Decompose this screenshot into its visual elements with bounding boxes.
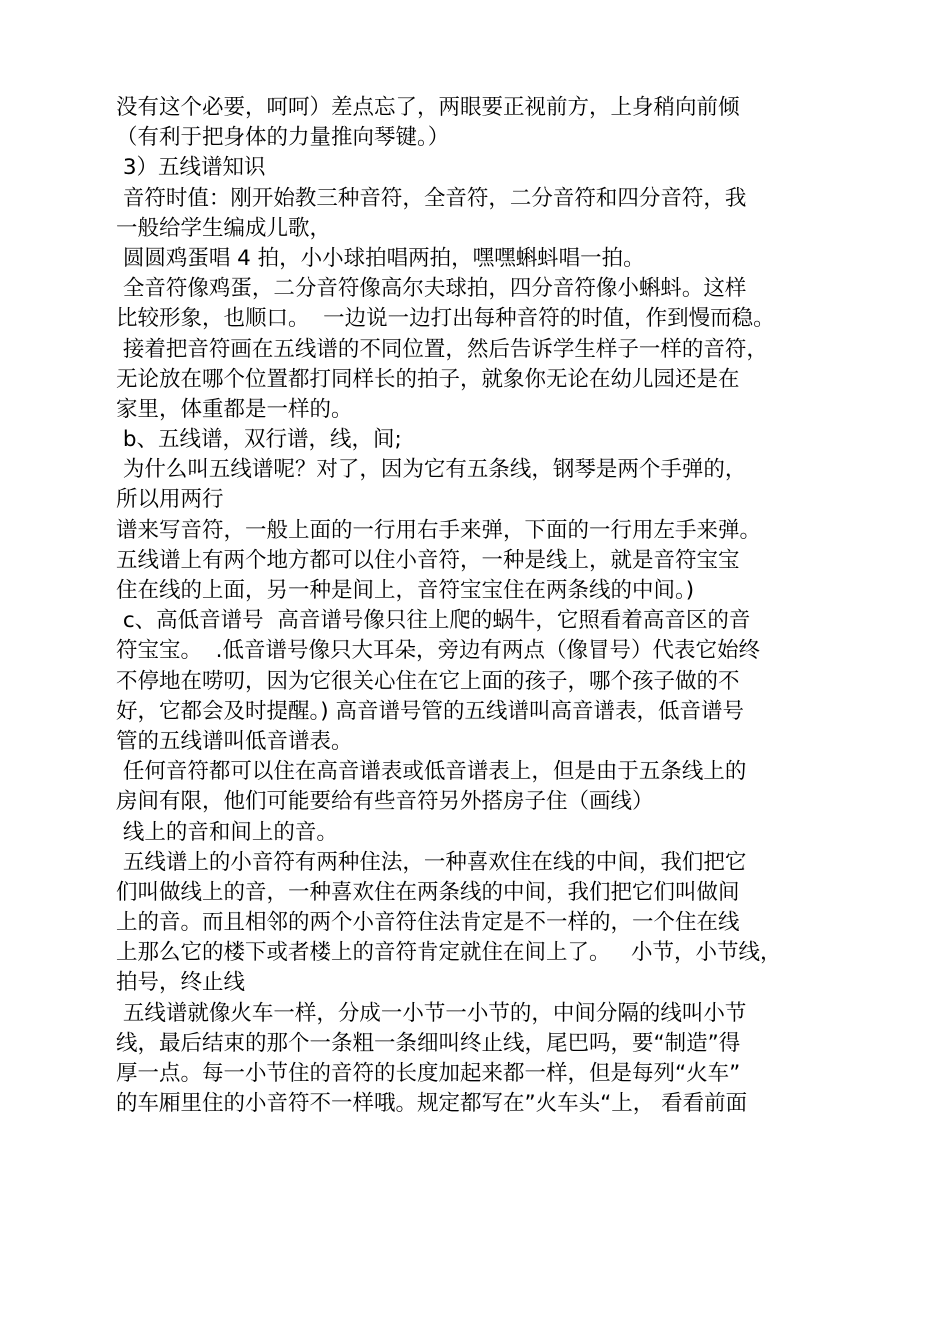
section-heading-c: c、高低音谱号 高音谱号像只往上爬的蜗牛，它照看着高音区的音: [116, 608, 751, 634]
text-line-21: 好，它都会及时提醒。) 高音谱号管的五线谱叫高音谱表，低音谱号: [116, 698, 744, 724]
text-line-25: 线上的音和间上的音。: [116, 819, 338, 845]
section-heading-staff-knowledge: 3）五线谱知识: [116, 155, 266, 181]
text-line-8: 比较形象，也顺口。 一边说一边打出每种音符的时值，作到慢而稳。: [116, 306, 775, 332]
text-line-32: 线，最后结束的那个一条粗一条细叫终止线，尾巴吗，要“制造”得: [116, 1030, 741, 1056]
section-heading-b: b、五线谱，双行谱，线，间;: [116, 427, 402, 453]
text-line-6: 圆圆鸡蛋唱 4 拍，小小球拍唱两拍，嘿嘿蝌蚪唱一拍。: [116, 245, 645, 271]
text-line-30: 拍号，终止线: [116, 970, 246, 996]
text-line-10: 无论放在哪个位置都打同样长的拍子，就象你无论在幼儿园还是在: [116, 366, 740, 392]
document-body: [116, 93, 856, 1119]
text-line-11: 家里，体重都是一样的。: [116, 396, 353, 422]
text-line-29: 上那么它的楼下或者楼上的音符肯定就住在间上了。 小节，小节线，: [116, 940, 782, 966]
text-line-24: 房间有限，他们可能要给有些音符另外搭房子住（画线）: [116, 789, 654, 815]
text-line-20: 不停地在唠叨，因为它很关心住在它上面的孩子，哪个孩子做的不: [116, 668, 740, 694]
text-line-19: 符宝宝。 .低音谱号像只大耳朵，旁边有两点（像冒号）代表它始终: [116, 638, 761, 664]
text-line-14: 所以用两行: [116, 487, 224, 513]
text-line-28: 上的音。而且相邻的两个小音符住法肯定是不一样的，一个住在线: [116, 910, 740, 936]
text-line-26: 五线谱上的小音符有两种住法，一种喜欢住在线的中间，我们把它: [116, 849, 747, 875]
text-line-4: 音符时值：刚开始教三种音符，全音符，二分音符和四分音符，我: [116, 185, 747, 211]
text-line-5: 一般给学生编成儿歌，: [116, 215, 332, 241]
text-line-1: 没有这个必要，呵呵）差点忘了，两眼要正视前方，上身稍向前倾: [116, 95, 740, 120]
text-line-15: 谱来写音符，一般上面的一行用右手来弹，下面的一行用左手来弹。: [116, 517, 762, 543]
text-line-16: 五线谱上有两个地方都可以住小音符，一种是线上，就是音符宝宝: [116, 547, 740, 573]
text-line-34: 的车厢里住的小音符不一样哦。规定都写在”火车头“上， 看看前面: [116, 1091, 748, 1117]
text-line-13: 为什么叫五线谱呢？对了，因为它有五条线，钢琴是两个手弹的，: [116, 457, 747, 483]
text-line-22: 管的五线谱叫低音谱表。: [116, 728, 353, 754]
text-line-9: 接着把音符画在五线谱的不同位置，然后告诉学生样子一样的音符，: [116, 336, 768, 362]
text-line-31: 五线谱就像火车一样，分成一小节一小节的，中间分隔的线叫小节: [116, 1000, 747, 1026]
text-line-33: 厚一点。每一小节住的音符的长度加起来都一样，但是每列“火车”: [116, 1061, 741, 1086]
text-line-23: 任何音符都可以住在高音谱表或低音谱表上，但是由于五条线上的: [116, 759, 747, 785]
text-line-27: 们叫做线上的音，一种喜欢住在两条线的中间，我们把它们叫做间: [116, 879, 740, 905]
text-line-2: （有利于把身体的力量推向琴键。）: [116, 125, 450, 151]
text-line-7: 全音符像鸡蛋，二分音符像高尔夫球拍，四分音符像小蝌蚪。这样: [116, 276, 747, 302]
text-line-17: 住在线的上面，另一种是间上，音符宝宝住在两条线的中间。): [116, 578, 695, 603]
